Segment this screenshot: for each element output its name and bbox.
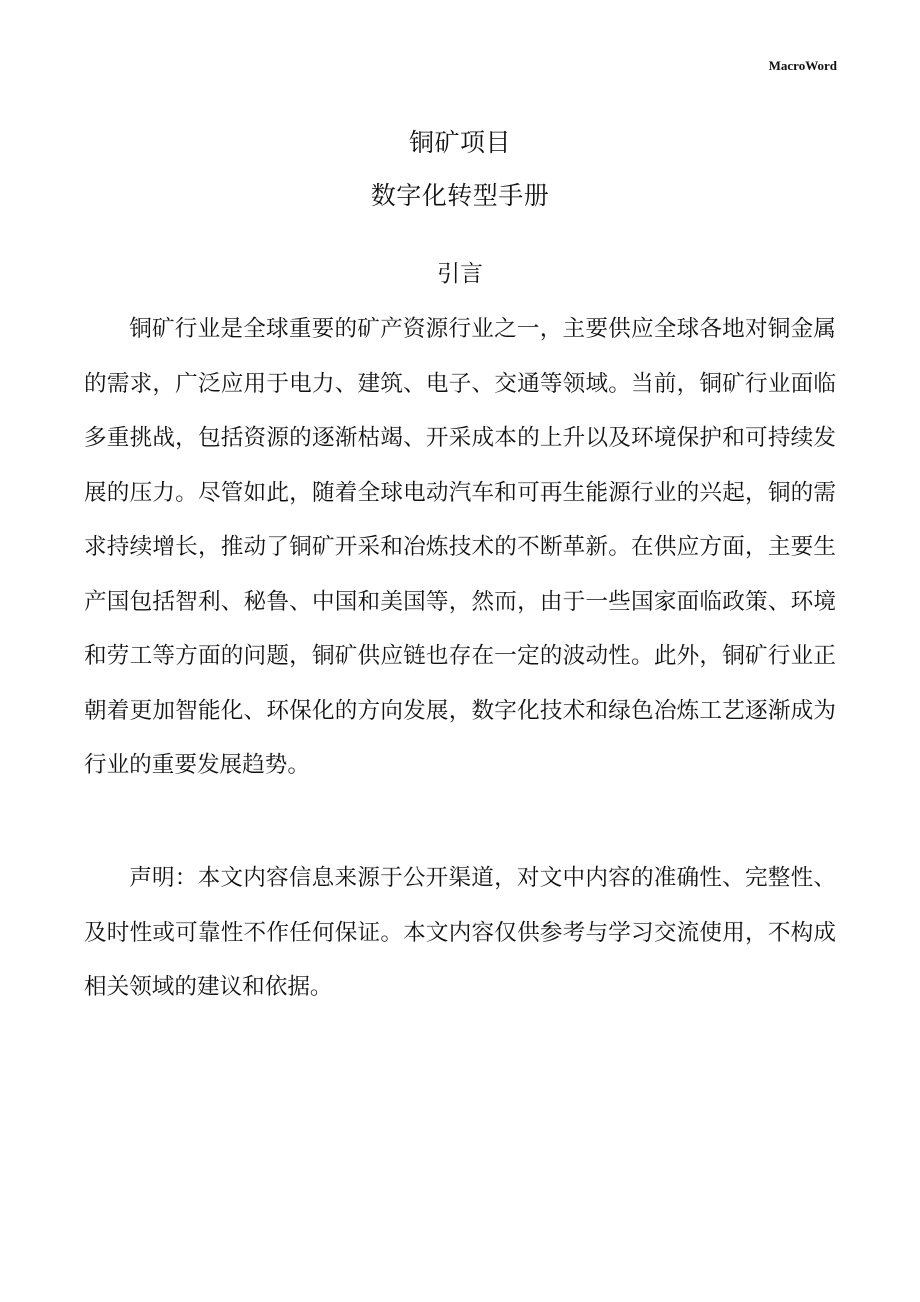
disclaimer-paragraph: 声明：本文内容信息来源于公开渠道，对文中内容的准确性、完整性、及时性或可靠性不作任何保证。本文内容仅供参考与学习交流使用，不构成相关领域的建议和依据。 [84, 865, 836, 1000]
header-brand: MacroWord [768, 58, 837, 73]
intro-paragraph: 铜矿行业是全球重要的矿产资源行业之一，主要供应全球各地对铜金属的需求，广泛应用于电力、建筑、电子、交通等领域。当前，铜矿行业面临多重挑战，包括资源的逐渐枯竭、开采成本的上升以及环境保护和可持续发展的压力。尽管如此，随着全球电动汽车和可再生能源行业的兴起，铜的需求持续增长，推动了铜矿开采和冶炼技术的不断革新。在供应方面，主要生产国包括智利、秘鲁、中国和美国等，然而，由于一些国家面临政策、环境和劳工等方面的问题，铜矿供应链也存在一定的波动性。此外，铜矿行业正朝着更加智能化、环保化的方向发展，数字化技术和绿色冶炼工艺逐渐成为行业的重要发展趋势。 [84, 316, 836, 778]
document-title: 铜矿项目 [408, 128, 511, 157]
section-heading-introduction: 引言 [437, 261, 483, 287]
document-subtitle: 数字化转型手册 [370, 181, 550, 210]
